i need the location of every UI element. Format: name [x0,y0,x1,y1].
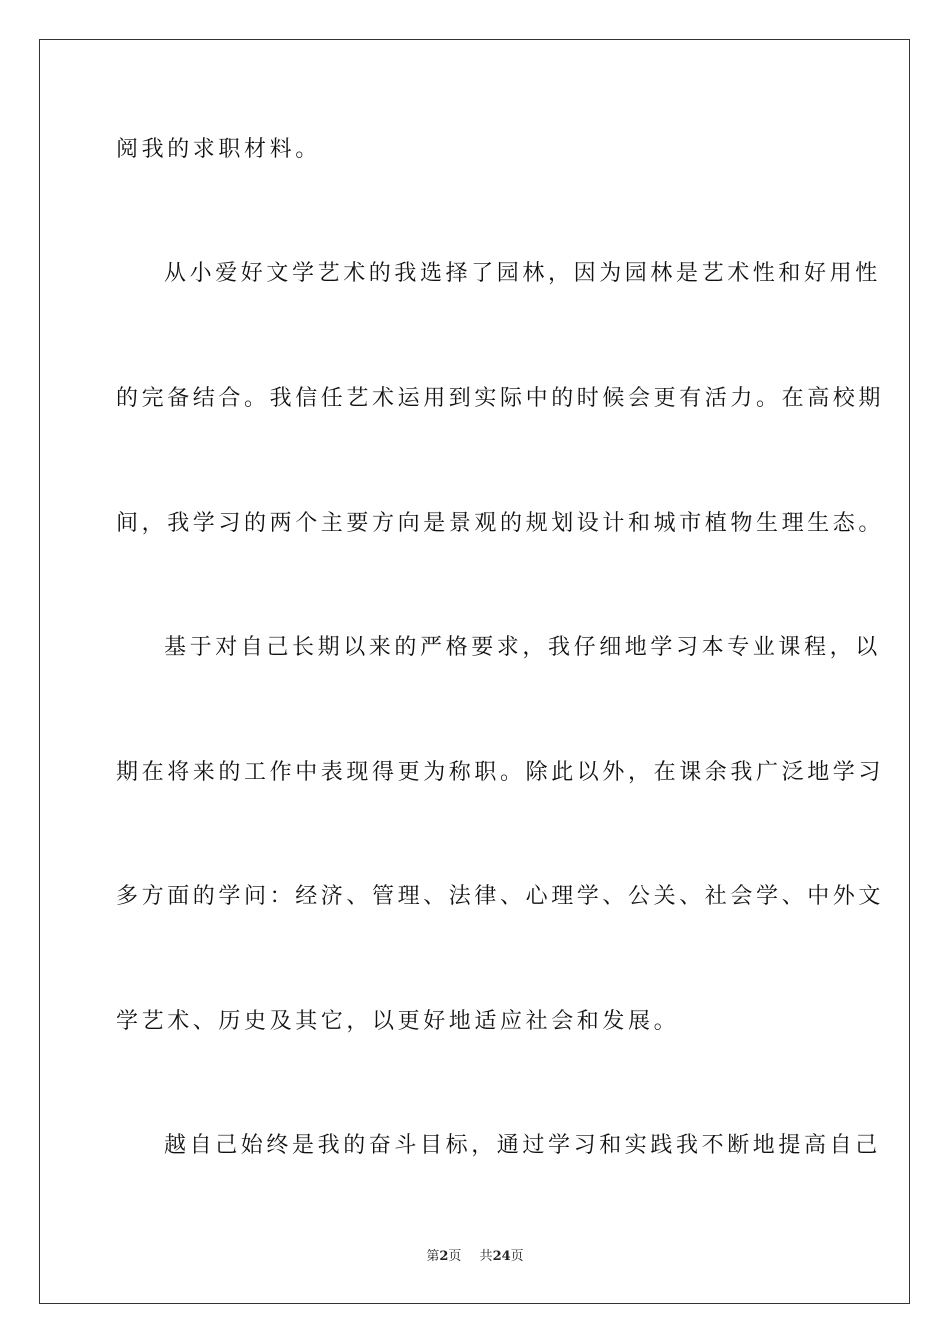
page-border [39,39,910,1304]
text-line-2: 从小爱好文学艺术的我选择了园林，因为园林是艺术性和好用性 [164,261,881,286]
text-line-8: 学艺术、历史及其它，以更好地适应社会和发展。 [116,1009,680,1034]
text-line-6: 期在将来的工作中表现得更为称职。除此以外，在课余我广泛地学习 [116,760,885,785]
text-line-3: 的完备结合。我信任艺术运用到实际中的时候会更有活力。在高校期 [116,386,885,411]
page-footer [0,1248,950,1266]
page-prefix: 第 [426,1249,440,1264]
page-suffix: 页 [448,1249,462,1264]
text-line-7: 多方面的学问：经济、管理、法律、心理学、公关、社会学、中外文 [116,884,885,909]
total-suffix: 页 [510,1249,524,1264]
total-pages: 24 [492,1249,511,1264]
text-line-1: 阅我的求职材料。 [116,137,321,162]
page-indicator [426,1249,461,1264]
total-indicator [480,1249,524,1264]
text-line-4: 间，我学习的两个主要方向是景观的规划设计和城市植物生理生态。 [116,511,885,536]
page-number: 2 [439,1249,449,1264]
text-line-9: 越自己始终是我的奋斗目标，通过学习和实践我不断地提高自己 [164,1133,881,1158]
total-prefix: 共 [479,1249,493,1264]
text-line-5: 基于对自己长期以来的严格要求，我仔细地学习本专业课程，以 [164,635,881,660]
